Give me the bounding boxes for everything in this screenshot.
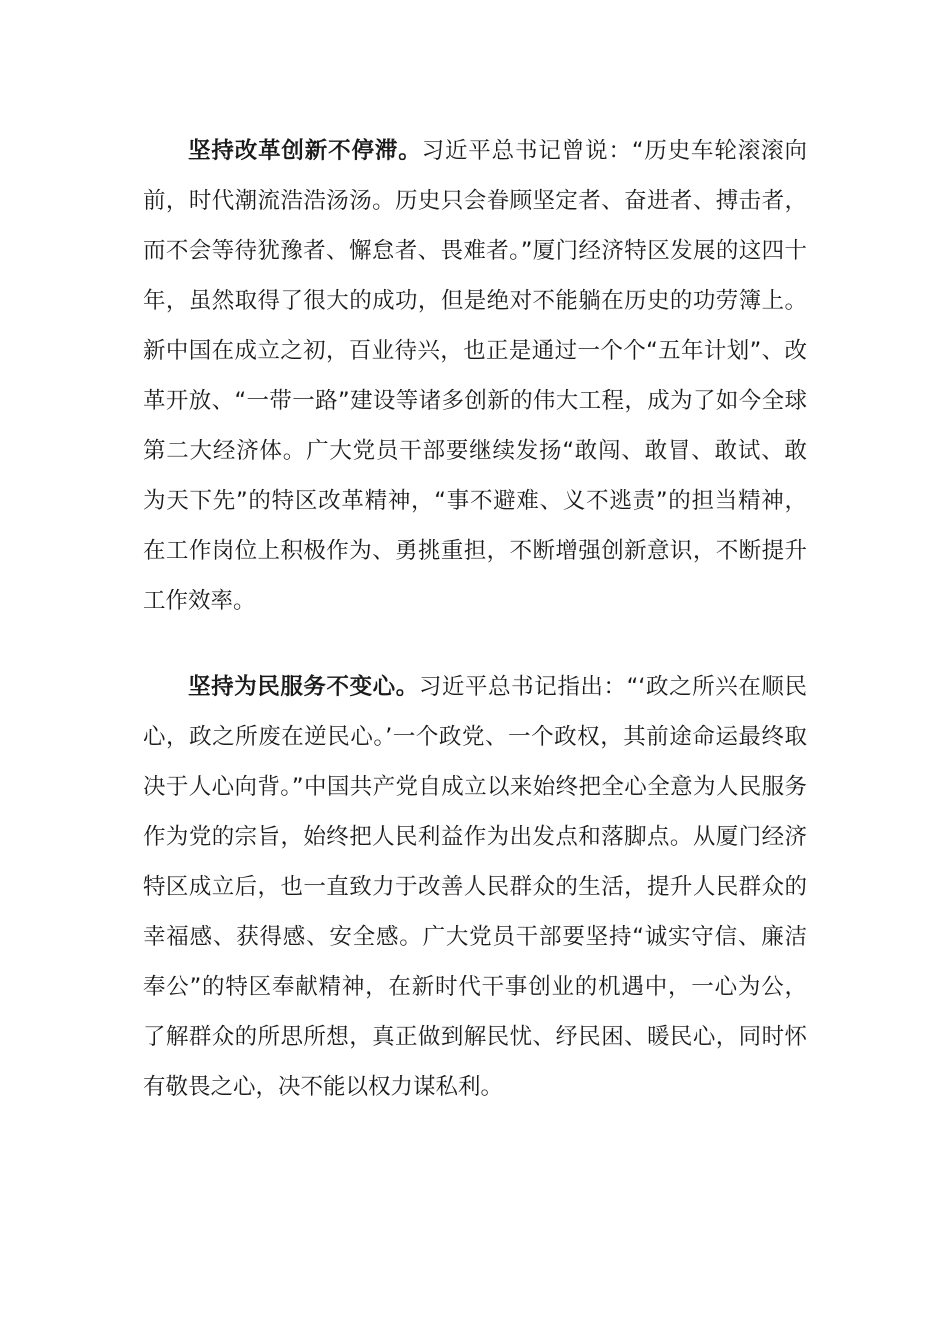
paragraph-text: 习近平总书记指出：“‘政之所兴在顺民心，政之所废在逆民心。’一个政党、一个政权，其前途命运最终取决于人心向背。”中国共产党自成立以来始终把全心全意为人民服务作为党的宗旨，始终把人民利益作为出发点和落脚点。从厦门经济特区成立后，也一直致力于改善人民群众的生活，提升人民群众的幸福感、获得感、安全感。广大党员干部要坚持“诚实守信、廉洁奉公”的特区奉献精神，在新时代干事创业的机遇中，一心为公，了解群众的所思所想，真正做到解民忧、纾民困、暖民心，同时怀有敬畏之心，决不能以权力谋私利。: [143, 674, 807, 1100]
paragraph-lead: 坚持为民服务不变心。: [188, 674, 419, 700]
paragraph-reform-innovation: [143, 126, 807, 626]
paragraph-text: 习近平总书记曾说：“历史车轮滚滚向前，时代潮流浩浩汤汤。历史只会眷顾坚定者、奋进者、搏击者，而不会等待犹豫者、懈怠者、畏难者。”厦门经济特区发展的这四十年，虽然取得了很大的成功，但是绝对不能躺在历史的功劳簿上。新中国在成立之初，百业待兴，也正是通过一个个“五年计划”、改革开放、“一带一路”建设等诸多创新的伟大工程，成为了如今全球第二大经济体。广大党员干部要继续发扬“敢闯、敢冒、敢试、敢为天下先”的特区改革精神，“事不避难、义不逃责”的担当精神，在工作岗位上积极作为、勇挑重担，不断增强创新意识，不断提升工作效率。: [143, 138, 807, 614]
paragraph-lead: 坚持改革创新不停滞。: [188, 138, 422, 164]
document-body: [143, 126, 807, 1112]
paragraph-serve-people: [143, 662, 807, 1112]
